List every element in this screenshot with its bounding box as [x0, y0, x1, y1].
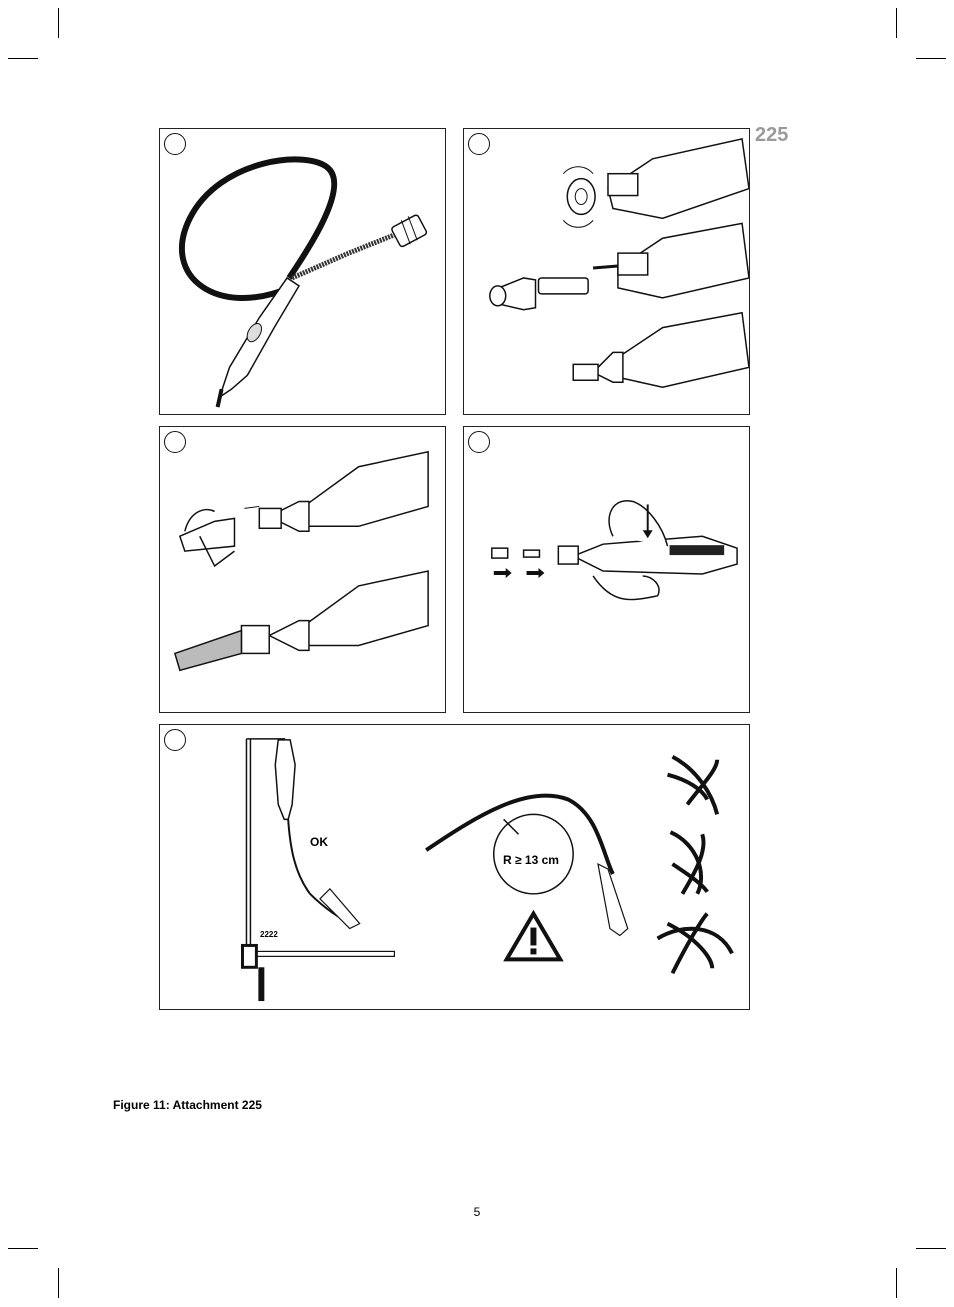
ok-label: OK [310, 835, 328, 849]
step-marker [164, 133, 186, 155]
crop-mark-top-left-h [8, 58, 38, 59]
step-marker [468, 431, 490, 453]
step-marker [164, 729, 186, 751]
step-marker [164, 431, 186, 453]
bend-radius-label: R ≥ 13 cm [503, 853, 559, 867]
crop-mark-top-left-v [58, 8, 59, 38]
model-number: 225 [755, 124, 789, 146]
flex-shaft-illustration [160, 129, 445, 414]
attach-nose-illustration [464, 129, 749, 414]
usage-illustration [160, 725, 749, 1009]
crop-mark-top-right-h [916, 58, 946, 59]
page-number: 5 [473, 1205, 481, 1219]
figure-caption: Figure 11: Attachment 225 [113, 1098, 262, 1112]
crop-mark-bottom-left-v [58, 1268, 59, 1298]
crop-mark-top-right-v [896, 8, 897, 38]
panel-4 [463, 426, 750, 713]
screw-shaft-illustration [160, 427, 445, 712]
panel-5 [159, 724, 750, 1010]
crop-mark-bottom-right-h [916, 1248, 946, 1249]
crop-mark-bottom-left-h [8, 1248, 38, 1249]
panel-1 [159, 128, 446, 415]
step-marker [468, 133, 490, 155]
hanger-model-label: 2222 [260, 930, 278, 939]
insert-accessory-illustration [464, 427, 749, 712]
crop-mark-bottom-right-v [896, 1268, 897, 1298]
panel-3 [159, 426, 446, 713]
panel-2 [463, 128, 750, 415]
